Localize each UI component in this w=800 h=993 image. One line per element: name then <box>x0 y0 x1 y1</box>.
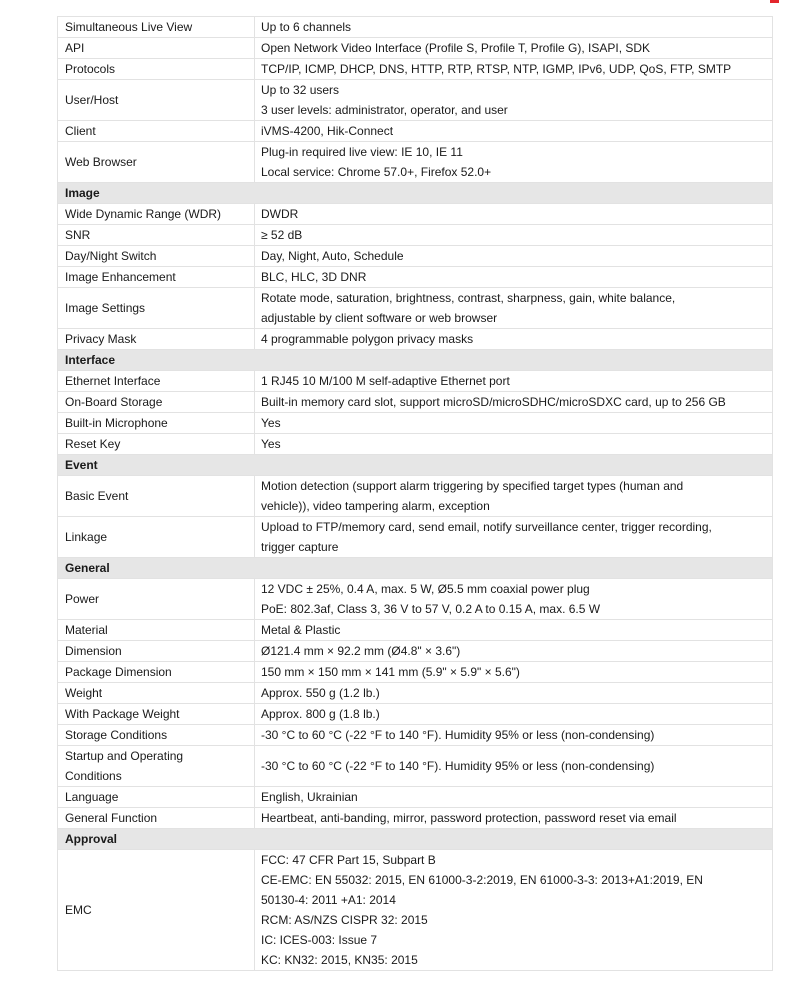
spec-value-line: Local service: Chrome 57.0+, Firefox 52.0+ <box>261 165 492 179</box>
spec-row <box>58 704 773 725</box>
section-header-row <box>58 183 773 204</box>
spec-row <box>58 683 773 704</box>
spec-value <box>255 476 773 517</box>
spec-value-line: 1 RJ45 10 M/100 M self-adaptive Ethernet port <box>261 374 510 388</box>
spec-value <box>255 517 773 558</box>
spec-value-line: IC: ICES-003: Issue 7 <box>261 933 378 947</box>
spec-label: Package Dimension <box>58 662 255 683</box>
spec-value <box>255 80 773 121</box>
spec-label <box>58 746 255 787</box>
spec-value <box>255 787 773 808</box>
spec-value <box>255 204 773 225</box>
spec-label-line: Conditions <box>65 769 122 783</box>
spec-label: With Package Weight <box>58 704 255 725</box>
spec-value-line: CE-EMC: EN 55032: 2015, EN 61000-3-2:2019, EN 61000-3-3: 2013+A1:2019, EN <box>261 873 703 887</box>
spec-value-line: Up to 32 users <box>261 83 340 97</box>
spec-row <box>58 142 773 183</box>
spec-value <box>255 225 773 246</box>
spec-row <box>58 413 773 434</box>
spec-value-line: Metal & Plastic <box>261 623 341 637</box>
spec-value-line: English, Ukrainian <box>261 790 358 804</box>
spec-value-line: FCC: 47 CFR Part 15, Subpart B <box>261 853 436 867</box>
spec-value-line: Yes <box>261 437 281 451</box>
spec-value <box>255 38 773 59</box>
spec-value <box>255 267 773 288</box>
section-header-row <box>58 829 773 850</box>
spec-value-line: Approx. 800 g (1.8 lb.) <box>261 707 380 721</box>
spec-value <box>255 434 773 455</box>
spec-value <box>255 371 773 392</box>
spec-row <box>58 17 773 38</box>
spec-value <box>255 392 773 413</box>
spec-value-line: vehicle)), video tampering alarm, exception <box>261 499 490 513</box>
spec-row <box>58 204 773 225</box>
spec-value <box>255 17 773 38</box>
spec-value-line: -30 °C to 60 °C (-22 °F to 140 °F). Humidity 95% or less (non-condensing) <box>261 759 655 773</box>
spec-value-line: Yes <box>261 416 281 430</box>
section-header: Image <box>58 183 773 204</box>
spec-value-line: Motion detection (support alarm triggering by specified target types (human and <box>261 479 684 493</box>
section-header-row <box>58 455 773 476</box>
spec-table-body <box>58 17 773 971</box>
spec-value <box>255 413 773 434</box>
spec-value <box>255 59 773 80</box>
spec-value-line: 4 programmable polygon privacy masks <box>261 332 474 346</box>
section-header: Approval <box>58 829 773 850</box>
spec-label: On-Board Storage <box>58 392 255 413</box>
spec-label: Simultaneous Live View <box>58 17 255 38</box>
spec-value <box>255 850 773 971</box>
spec-value <box>255 579 773 620</box>
spec-row <box>58 121 773 142</box>
spec-row <box>58 579 773 620</box>
spec-row <box>58 662 773 683</box>
spec-value-line: 12 VDC ± 25%, 0.4 A, max. 5 W, Ø5.5 mm coaxial power plug <box>261 582 590 596</box>
spec-value-line: -30 °C to 60 °C (-22 °F to 140 °F). Humidity 95% or less (non-condensing) <box>261 728 655 742</box>
spec-value <box>255 808 773 829</box>
spec-value <box>255 746 773 787</box>
spec-value <box>255 329 773 350</box>
spec-value-line: Upload to FTP/memory card, send email, notify surveillance center, trigger recording, <box>261 520 712 534</box>
spec-value-line: iVMS-4200, Hik-Connect <box>261 124 394 138</box>
spec-row <box>58 725 773 746</box>
spec-value <box>255 683 773 704</box>
spec-value-line: Rotate mode, saturation, brightness, contrast, sharpness, gain, white balance, <box>261 291 676 305</box>
spec-label: Protocols <box>58 59 255 80</box>
spec-row <box>58 288 773 329</box>
spec-label: Web Browser <box>58 142 255 183</box>
spec-row <box>58 225 773 246</box>
spec-label: Built-in Microphone <box>58 413 255 434</box>
spec-value-line: Open Network Video Interface (Profile S, Profile T, Profile G), ISAPI, SDK <box>261 41 651 55</box>
spec-row <box>58 267 773 288</box>
spec-value-line: Up to 6 channels <box>261 20 352 34</box>
spec-table <box>57 16 773 971</box>
spec-value-line: Heartbeat, anti-banding, mirror, password protection, password reset via email <box>261 811 677 825</box>
spec-label: Weight <box>58 683 255 704</box>
spec-row <box>58 329 773 350</box>
spec-row <box>58 746 773 787</box>
spec-row <box>58 80 773 121</box>
section-header-row <box>58 558 773 579</box>
spec-row <box>58 434 773 455</box>
spec-label: Ethernet Interface <box>58 371 255 392</box>
spec-value-line: Built-in memory card slot, support microSD/microSDHC/microSDXC card, up to 256 GB <box>261 395 726 409</box>
spec-label: Dimension <box>58 641 255 662</box>
spec-label-line: Startup and Operating <box>65 749 184 763</box>
spec-label: Image Enhancement <box>58 267 255 288</box>
spec-value-line: Ø121.4 mm × 92.2 mm (Ø4.8" × 3.6") <box>261 644 461 658</box>
spec-value-line: Approx. 550 g (1.2 lb.) <box>261 686 380 700</box>
section-header: Interface <box>58 350 773 371</box>
spec-label: SNR <box>58 225 255 246</box>
spec-value-line: ≥ 52 dB <box>261 228 303 242</box>
spec-row <box>58 59 773 80</box>
spec-label: Storage Conditions <box>58 725 255 746</box>
spec-label: Client <box>58 121 255 142</box>
spec-row <box>58 620 773 641</box>
spec-value-line: Plug-in required live view: IE 10, IE 11 <box>261 145 463 159</box>
spec-label: General Function <box>58 808 255 829</box>
spec-label: Reset Key <box>58 434 255 455</box>
spec-value-line: trigger capture <box>261 540 339 554</box>
spec-value <box>255 246 773 267</box>
brand-accent-mark <box>770 0 779 3</box>
spec-label: Day/Night Switch <box>58 246 255 267</box>
spec-row <box>58 850 773 971</box>
spec-label: Power <box>58 579 255 620</box>
spec-label: Privacy Mask <box>58 329 255 350</box>
spec-value-line: adjustable by client software or web browser <box>261 311 498 325</box>
spec-row <box>58 476 773 517</box>
spec-label: EMC <box>58 850 255 971</box>
spec-value <box>255 288 773 329</box>
spec-row <box>58 392 773 413</box>
spec-value-line: 3 user levels: administrator, operator, and user <box>261 103 508 117</box>
spec-label: Linkage <box>58 517 255 558</box>
spec-value-line: BLC, HLC, 3D DNR <box>261 270 367 284</box>
spec-label: Image Settings <box>58 288 255 329</box>
spec-label: Basic Event <box>58 476 255 517</box>
spec-value-line: 50130-4: 2011 +A1: 2014 <box>261 893 396 907</box>
spec-row <box>58 38 773 59</box>
spec-value <box>255 662 773 683</box>
spec-value-line: Day, Night, Auto, Schedule <box>261 249 404 263</box>
spec-row <box>58 246 773 267</box>
spec-value <box>255 725 773 746</box>
spec-value <box>255 704 773 725</box>
spec-value-line: KC: KN32: 2015, KN35: 2015 <box>261 953 418 967</box>
spec-value-line: PoE: 802.3af, Class 3, 36 V to 57 V, 0.2 A to 0.15 A, max. 6.5 W <box>261 602 601 616</box>
spec-row <box>58 787 773 808</box>
spec-label: User/Host <box>58 80 255 121</box>
spec-value <box>255 121 773 142</box>
spec-row <box>58 517 773 558</box>
spec-value <box>255 620 773 641</box>
spec-value <box>255 641 773 662</box>
spec-value-line: 150 mm × 150 mm × 141 mm (5.9" × 5.9" × 5.6") <box>261 665 520 679</box>
spec-row <box>58 371 773 392</box>
section-header: General <box>58 558 773 579</box>
section-header: Event <box>58 455 773 476</box>
spec-value-line: RCM: AS/NZS CISPR 32: 2015 <box>261 913 428 927</box>
spec-label: API <box>58 38 255 59</box>
spec-row <box>58 808 773 829</box>
section-header-row <box>58 350 773 371</box>
spec-label: Language <box>58 787 255 808</box>
spec-row <box>58 641 773 662</box>
spec-value <box>255 142 773 183</box>
spec-value-line: DWDR <box>261 207 299 221</box>
spec-label: Material <box>58 620 255 641</box>
spec-label: Wide Dynamic Range (WDR) <box>58 204 255 225</box>
spec-value-line: TCP/IP, ICMP, DHCP, DNS, HTTP, RTP, RTSP, NTP, IGMP, IPv6, UDP, QoS, FTP, SMTP <box>261 62 732 76</box>
